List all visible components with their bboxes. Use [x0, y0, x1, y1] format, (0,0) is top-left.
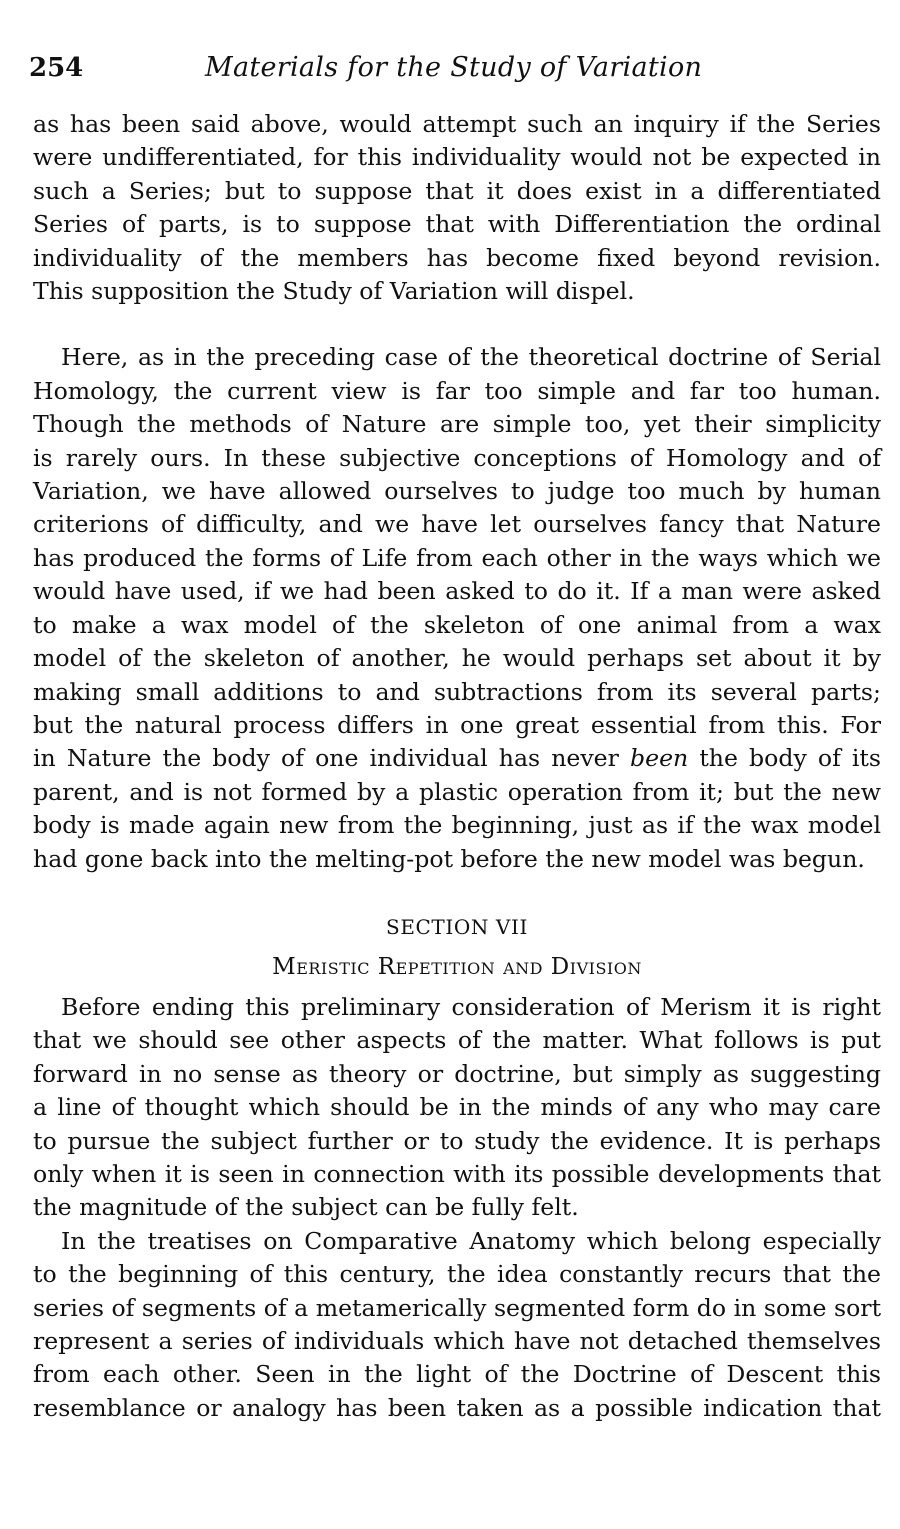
text-line: resemblance or analogy has been taken as a possible indication that: [33, 1393, 881, 1422]
text-fragment: in Nature the body of one individual has never: [33, 744, 619, 773]
section-number: SECTION VII: [386, 914, 528, 939]
text-line: body is made again new from the beginning, just as if the wax model: [33, 811, 881, 840]
text-line: such a Series; but to suppose that it does exist in a differentiated: [33, 176, 881, 205]
text-line: making small additions to and subtractions from its several parts;: [33, 677, 881, 706]
page-number: 254: [29, 53, 84, 83]
text-line: forward in no sense as theory or doctrine, but simply as suggesting: [33, 1059, 881, 1088]
text-line: a line of thought which should be in the minds of any who may care: [33, 1093, 881, 1122]
text-line: series of segments of a metamerically segmented form do in some sort: [33, 1293, 882, 1322]
text-line: as has been said above, would attempt such an inquiry if the Series: [33, 110, 881, 138]
text-fragment: the body of its: [699, 744, 882, 773]
paragraph-1: [33, 108, 881, 308]
text-line: In the treatises on Comparative Anatomy which belong especially: [61, 1226, 881, 1255]
text-line: to make a wax model of the skeleton of one animal from a wax: [33, 610, 881, 639]
running-head: [29, 48, 881, 88]
text-line-with-italic: [33, 742, 881, 775]
text-line: parent, and is not formed by a plastic operation from it; but the new: [33, 777, 881, 806]
text-line: had gone back into the melting-pot before the new model was begun.: [33, 844, 865, 873]
text-line: the magnitude of the subject can be fully felt.: [33, 1193, 579, 1222]
text-line: Before ending this preliminary consideration of Merism it is right: [61, 992, 881, 1021]
italic-word: been: [630, 744, 689, 773]
paragraph-2: [33, 341, 881, 876]
text-line: from each other. Seen in the light of the Doctrine of Descent this: [33, 1360, 881, 1389]
text-line: would have used, if we had been asked to do it. If a man were asked: [33, 577, 881, 606]
text-line: individuality of the members has become fixed beyond revision.: [33, 243, 881, 272]
text-line: only when it is seen in connection with its possible developments that: [33, 1159, 881, 1188]
paragraph-4: [33, 1225, 881, 1425]
text-line: Homology, the current view is far too simple and far too human.: [33, 376, 881, 405]
page: [29, 0, 882, 1425]
text-line: Though the methods of Nature are simple too, yet their simplicity: [33, 410, 881, 439]
text-line: represent a series of individuals which have not detached themselves: [33, 1327, 881, 1355]
text-line: were undifferentiated, for this individuality would not be expected in: [33, 143, 881, 172]
text-line: that we should see other aspects of the matter. What follows is put: [33, 1026, 881, 1055]
text-line: criterions of difficulty, and we have let ourselves fancy that Nature: [33, 510, 881, 539]
text-line: Series of parts, is to suppose that with Differentiation the ordinal: [33, 210, 881, 239]
running-title: Materials for the Study of Variation: [205, 52, 703, 83]
text-line: but the natural process differs in one great essential from this. For: [33, 710, 881, 739]
text-line: has produced the forms of Life from each other in the ways which we: [33, 543, 881, 572]
text-line: This supposition the Study of Variation will dispel.: [33, 277, 635, 306]
text-line: to pursue the subject further or to study the evidence. It is perhaps: [33, 1126, 881, 1155]
text-line: Here, as in the preceding case of the theoretical doctrine of Serial: [61, 343, 881, 372]
text-line: is rarely ours. In these subjective conceptions of Homology and of: [33, 443, 881, 472]
text-line: model of the skeleton of another, he would perhaps set about it by: [33, 644, 881, 673]
text-line: to the beginning of this century, the idea constantly recurs that the: [33, 1260, 881, 1289]
text-line: Variation, we have allowed ourselves to judge too much by human: [33, 477, 881, 506]
paragraph-3: [33, 991, 881, 1225]
section-title: Meristic Repetition and Division: [272, 953, 642, 980]
